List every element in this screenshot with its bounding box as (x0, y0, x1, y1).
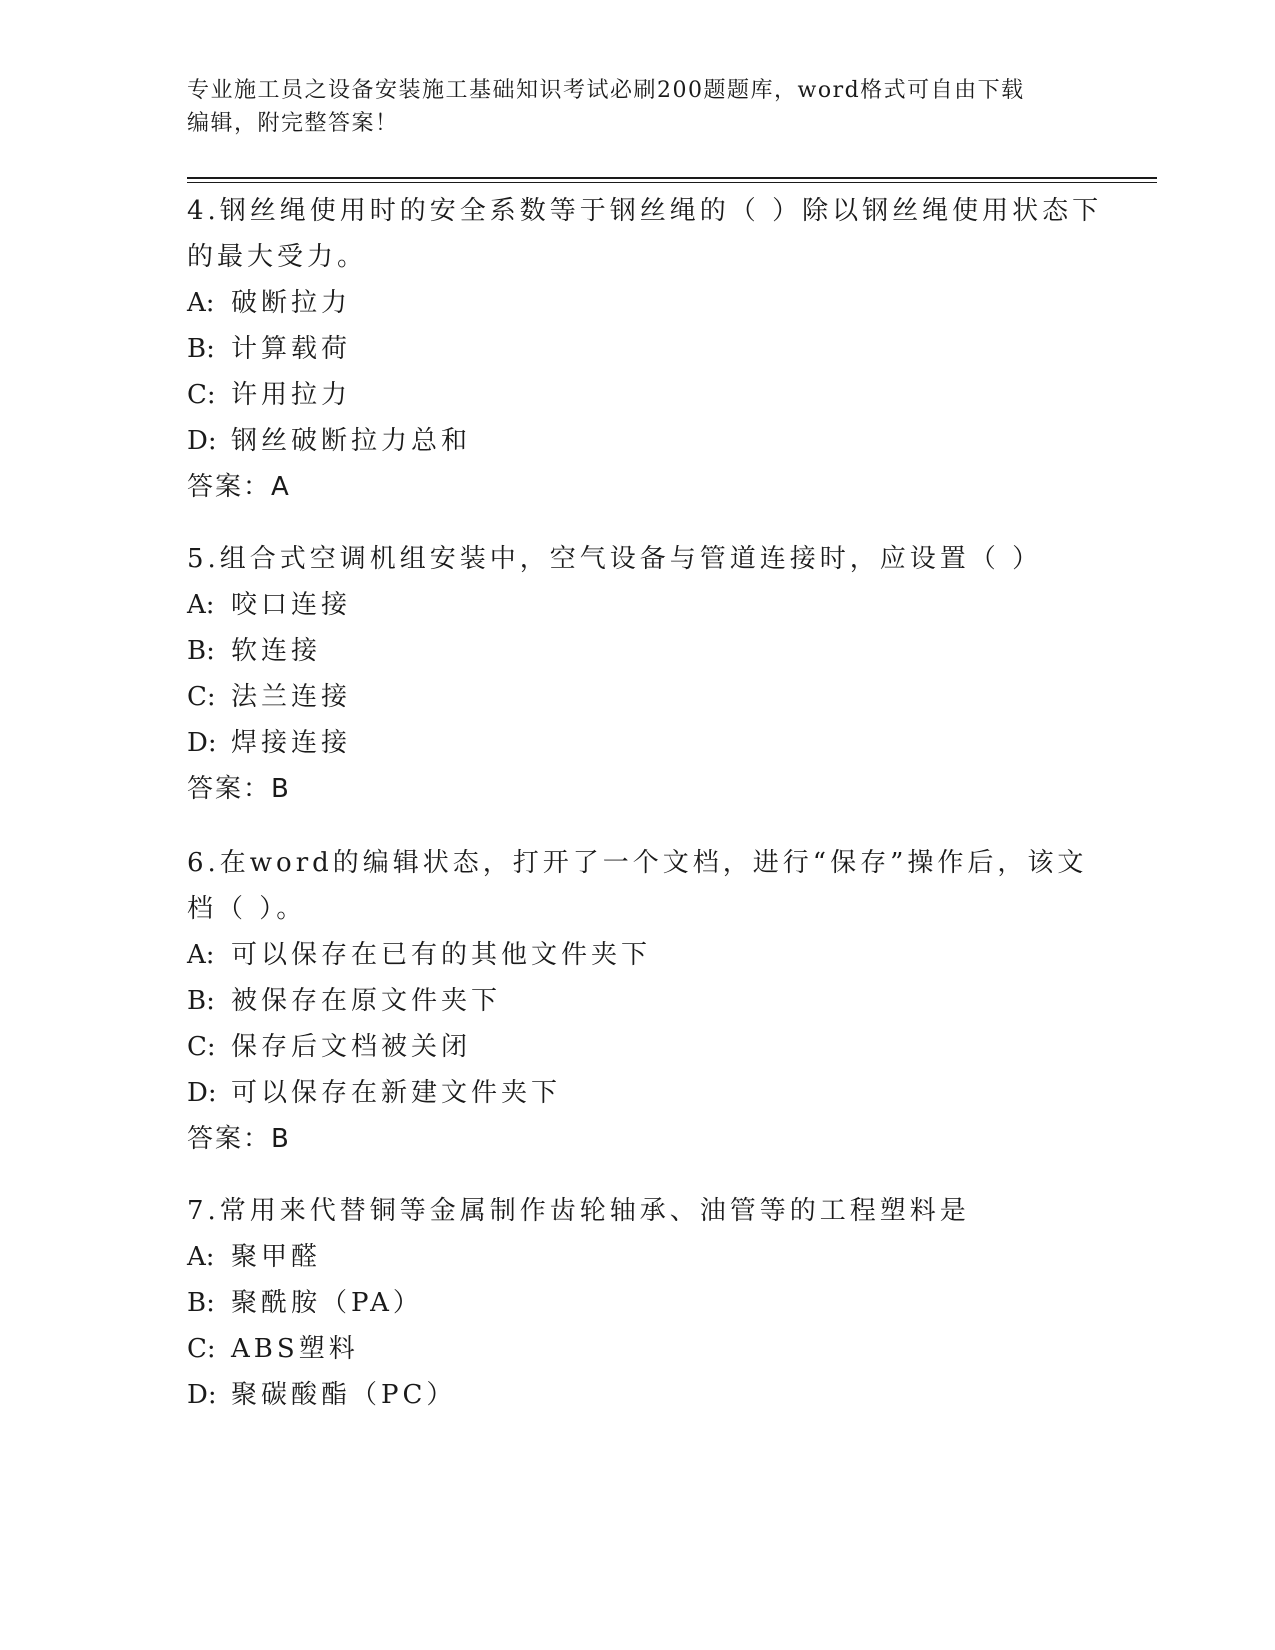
option-a (187, 582, 1087, 628)
option-key: C: (187, 380, 216, 410)
option-b (187, 326, 1087, 372)
option-key: C: (187, 1032, 216, 1062)
option-key: C: (187, 1334, 216, 1364)
header-divider-thick (187, 177, 1157, 179)
option-text: 钢丝破断拉力总和 (231, 426, 472, 456)
option-text: 被保存在原文件夹下 (231, 986, 502, 1016)
question-stem-line: 6.在word的编辑状态，打开了一个文档，进行“保存”操作后，该文 (187, 848, 1088, 878)
option-key: A: (187, 590, 215, 620)
option-a (187, 932, 1087, 978)
option-text: 聚酰胺（PA） (231, 1288, 423, 1318)
header-line-1: 专业施工员之设备安装施工基础知识考试必刷200题题库，word格式可自由下载 (187, 78, 1025, 103)
option-b (187, 978, 1087, 1024)
option-c (187, 674, 1087, 720)
option-a (187, 280, 1087, 326)
option-key: D: (187, 426, 217, 456)
option-text: 可以保存在新建文件夹下 (231, 1078, 562, 1108)
option-key: A: (187, 940, 215, 970)
option-text: 许用拉力 (231, 380, 352, 410)
option-text: 焊接连接 (231, 728, 352, 758)
option-key: D: (187, 1078, 217, 1108)
question-stem-line: 7.常用来代替铜等金属制作齿轮轴承、油管等的工程塑料是 (187, 1196, 970, 1226)
question-7 (187, 1188, 1087, 1418)
question-stem-line: 5.组合式空调机组安装中，空气设备与管道连接时，应设置（ ） (187, 544, 1043, 574)
option-key: B: (187, 334, 215, 364)
question-stem-line: 档（ ）。 (187, 894, 307, 924)
option-b (187, 1280, 1087, 1326)
option-c (187, 1326, 1087, 1372)
option-key: A: (187, 1242, 215, 1272)
answer-line: 答案：A (187, 472, 291, 502)
option-d (187, 1372, 1087, 1418)
option-text: 聚碳酸酯（PC） (231, 1380, 457, 1410)
question-5 (187, 536, 1087, 812)
option-text: 破断拉力 (231, 288, 352, 318)
question-6 (187, 840, 1087, 1162)
option-key: B: (187, 636, 215, 666)
answer-line: 答案：B (187, 774, 291, 804)
option-a (187, 1234, 1087, 1280)
option-text: 软连接 (231, 636, 322, 666)
option-d (187, 418, 1087, 464)
option-key: D: (187, 1380, 217, 1410)
option-key: D: (187, 728, 217, 758)
option-key: A: (187, 288, 215, 318)
option-c (187, 1024, 1087, 1070)
answer-line: 答案：B (187, 1124, 291, 1154)
option-text: 可以保存在已有的其他文件夹下 (231, 940, 652, 970)
header-divider-thin (187, 182, 1157, 183)
option-text: 聚甲醛 (231, 1242, 322, 1272)
option-b (187, 628, 1087, 674)
option-key: C: (187, 682, 216, 712)
option-text: 保存后文档被关闭 (231, 1032, 472, 1062)
option-text: ABS塑料 (231, 1334, 359, 1364)
option-text: 法兰连接 (231, 682, 352, 712)
header-line-2: 编辑，附完整答案！ (187, 111, 399, 136)
option-d (187, 720, 1087, 766)
option-text: 计算载荷 (231, 334, 352, 364)
document-header (187, 74, 1087, 140)
question-stem-line: 4.钢丝绳使用时的安全系数等于钢丝绳的（ ）除以钢丝绳使用状态下 (187, 196, 1103, 226)
option-key: B: (187, 1288, 215, 1318)
question-4 (187, 188, 1103, 510)
option-text: 咬口连接 (231, 590, 352, 620)
option-key: B: (187, 986, 215, 1016)
option-d (187, 1070, 1087, 1116)
option-c (187, 372, 1087, 418)
question-stem-line: 的最大受力。 (187, 242, 368, 272)
